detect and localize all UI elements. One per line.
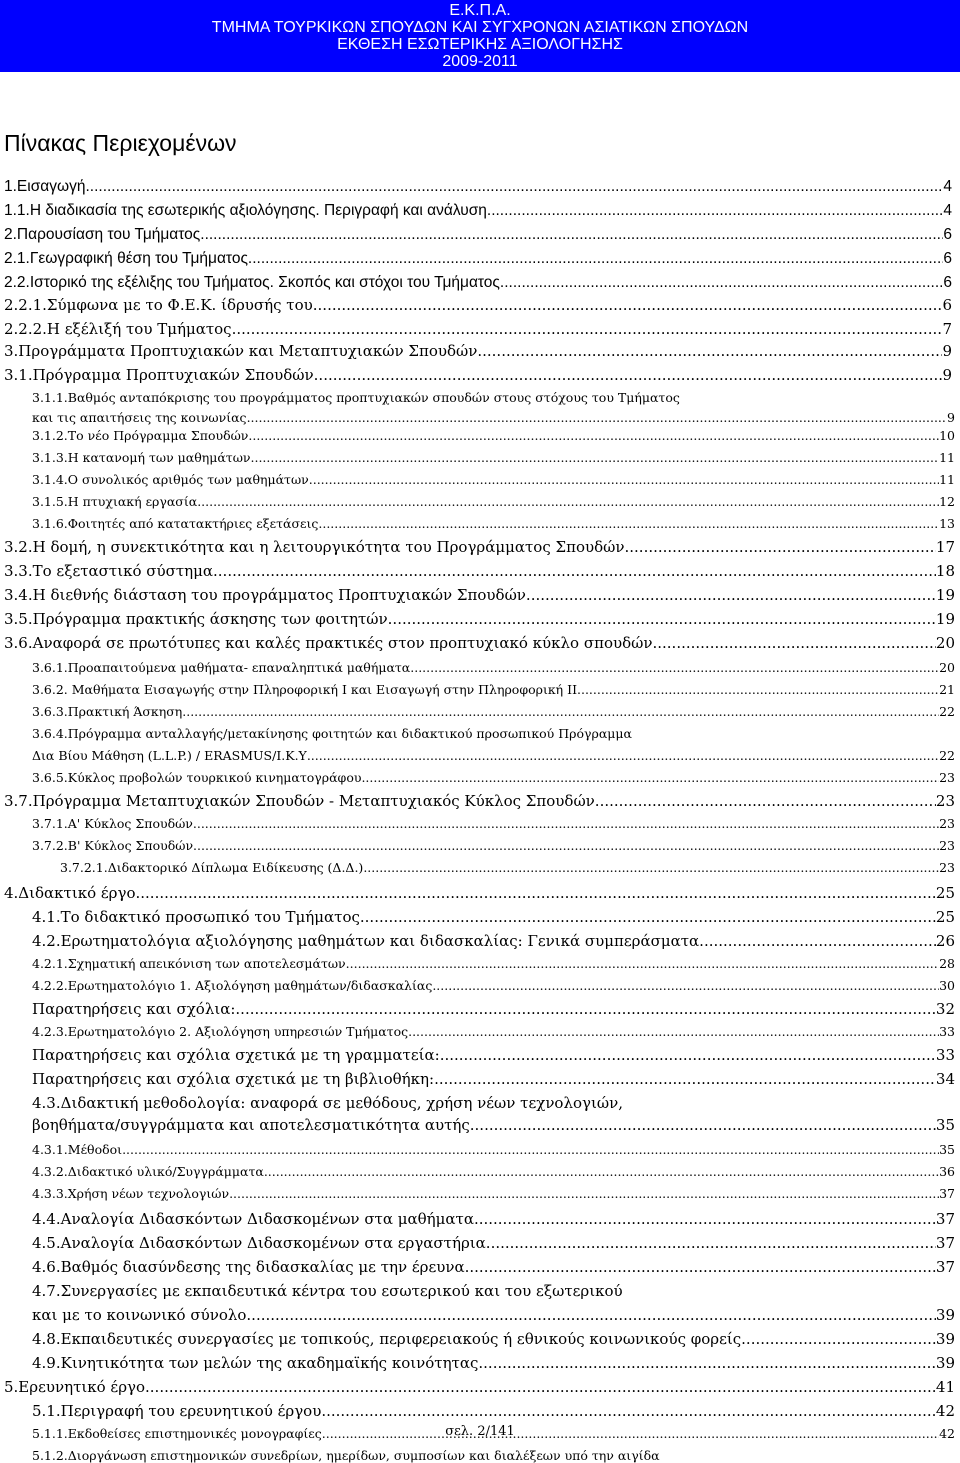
toc-entry[interactable] [32, 1000, 955, 1018]
toc-page-number: 33 [939, 1024, 955, 1039]
dot-leader [577, 682, 939, 697]
dot-leader [363, 860, 939, 875]
toc-page-number: 13 [939, 516, 955, 531]
dot-leader [229, 1186, 939, 1201]
toc-page-number: 9 [947, 410, 955, 425]
dot-leader [200, 226, 943, 244]
toc-page-number: 17 [935, 538, 955, 556]
dot-leader [625, 538, 936, 556]
toc-page-number: 37 [939, 1186, 955, 1201]
dot-leader [470, 1116, 936, 1134]
toc-entry[interactable] [32, 1306, 955, 1324]
dot-leader [307, 748, 939, 763]
toc-entry-text: 3.1.Πρόγραμμα Προπτυχιακών Σπουδών [4, 366, 314, 384]
dot-leader [486, 1234, 936, 1252]
dot-leader [251, 450, 940, 465]
toc-entry[interactable] [4, 884, 955, 902]
toc-entry[interactable] [32, 682, 955, 697]
toc-page-number: 11 [939, 450, 955, 465]
toc-entry[interactable] [32, 1186, 955, 1201]
toc-entry[interactable] [4, 538, 955, 556]
toc-entry-text[interactable]: 5.1.2.Διοργάνωση επιστημονικών συνεδρίων, ημερίδων, συμποσίων και διαλέξεων υπό την αιγίδα [32, 1448, 660, 1463]
toc-entry[interactable] [32, 1070, 955, 1088]
toc-entry[interactable] [4, 178, 952, 196]
toc-entry-text-continued: βοηθήματα/συγγράμματα και αποτελεσματικότητα αυτής [32, 1116, 470, 1134]
toc-entry[interactable] [32, 1258, 955, 1276]
toc-entry-text: 4.8.Εκπαιδευτικές συνεργασίες με τοπικούς, περιφερειακούς ή εθνικούς κοινωνικούς φορείς [32, 1330, 742, 1348]
toc-entry-text: 3.1.6.Φοιτητές από κατατακτήριες εξετάσεις [32, 516, 319, 531]
toc-page-number: 26 [935, 932, 955, 950]
toc-page-number: 35 [939, 1142, 955, 1157]
toc-page-number: 37 [935, 1234, 955, 1252]
dot-leader [526, 586, 936, 604]
toc-page-number: 39 [935, 1330, 955, 1348]
toc-page-number: 30 [939, 978, 955, 993]
dot-leader [247, 410, 947, 425]
dot-leader [360, 908, 936, 926]
toc-entry-text: 5.1.1.Εκδοθείσες επιστημονικές μονογραφίες [32, 1426, 322, 1441]
toc-entry-text: Παρατηρήσεις και σχόλια σχετικά με τη βιβλιοθήκη: [32, 1070, 435, 1088]
toc-page-number: 19 [935, 586, 955, 604]
dot-leader [699, 932, 936, 950]
toc-entry-text-continued: και με το κοινωνικό σύνολο [32, 1306, 247, 1324]
toc-entry[interactable] [32, 1116, 955, 1134]
toc-entry-text[interactable]: 3.6.4.Πρόγραμμα ανταλλαγής/μετακίνησης φοιτητών και διδακτικού προσωπικού Πρόγραμμα [32, 726, 632, 741]
dot-leader [309, 472, 939, 487]
toc-entry-text: 3.1.5.Η πτυχιακή εργασία [32, 494, 198, 509]
dot-leader [145, 1378, 936, 1396]
toc-entry-text: 4.Διδακτικό έργο [4, 884, 136, 902]
toc-page-number: 42 [939, 1426, 955, 1441]
toc-page-number: 9 [942, 342, 952, 360]
toc-page-number: 20 [935, 634, 955, 652]
dot-leader [595, 792, 936, 810]
toc-entry-text: 3.5.Πρόγραμμα πρακτικής άσκησης των φοιτητών [4, 610, 388, 628]
toc-page-number: 42 [935, 1402, 955, 1420]
dot-leader [652, 634, 935, 652]
toc-entry[interactable] [32, 1210, 955, 1228]
toc-page-number: 4 [943, 178, 952, 195]
toc-entry[interactable] [4, 610, 955, 628]
toc-entry-text: 3.6.5.Κύκλος προβολών τουρκικού κινηματογράφου [32, 770, 362, 785]
toc-page-number: 33 [935, 1046, 955, 1064]
toc-page-number: 37 [935, 1258, 955, 1276]
dot-leader [313, 296, 943, 314]
dot-leader [182, 704, 939, 719]
toc-entry-text: 2.2.1.Σύμφωνα με το Φ.Ε.Κ. ίδρυσής του [4, 296, 313, 314]
toc-entry[interactable] [32, 978, 955, 993]
toc-page-number: 37 [935, 1210, 955, 1228]
toc-entry[interactable] [32, 956, 955, 971]
dot-leader [248, 428, 939, 443]
toc-entry[interactable] [32, 770, 955, 785]
toc-entry-text: 4.3.2.Διδακτικό υλικό/Συγγράμματα [32, 1164, 264, 1179]
toc-page-number: 28 [939, 956, 955, 971]
toc-entry-text: 4.2.Ερωτηματολόγια αξιολόγησης μαθημάτων και διδασκαλίας: Γενικά συμπεράσματα [32, 932, 700, 950]
toc-entry-text: 3.2.Η δομή, η συνεκτικότητα και η λειτουργικότητα του Προγράμματος Σπουδών [4, 538, 625, 556]
toc-entry-text: 5.1.Περιγραφή του ερευνητικού έργου [32, 1402, 322, 1420]
dot-leader [193, 838, 939, 853]
toc-entry-text: Παρατηρήσεις και σχόλια σχετικά με τη γραμματεία: [32, 1046, 440, 1064]
toc-entry-text: 4.4.Αναλογία Διδασκόντων Διδασκομένων στα μαθήματα [32, 1210, 474, 1228]
toc-entry-text: 3.4.Η διεθνής διάσταση του προγράμματος Προπτυχιακών Σπουδών [4, 586, 526, 604]
toc-entry-text: 3.7.Πρόγραμμα Μεταπτυχιακών Σπουδών - Μεταπτυχιακός Κύκλος Σπουδών [4, 792, 595, 810]
toc-entry-text: 1.1.Η διαδικασία της εσωτερικής αξιολόγησης. Περιγραφή και ανάλυση [4, 202, 487, 219]
toc-entry[interactable] [32, 816, 955, 831]
toc-entry-text: 3.7.2.Β' Κύκλος Σπουδών [32, 838, 194, 853]
toc-entry-text: 3.3.Το εξεταστικό σύστημα [4, 562, 214, 580]
toc-entry[interactable] [4, 366, 952, 384]
toc-page-number: 22 [939, 748, 955, 763]
toc-page-number: 35 [935, 1116, 955, 1134]
toc-page-number: 6 [943, 250, 952, 267]
toc-entry[interactable] [32, 1142, 955, 1157]
toc-entry-text: 3.1.4.Ο συνολικός αριθμός των μαθημάτων [32, 472, 309, 487]
toc-entry[interactable] [4, 634, 955, 652]
toc-entry[interactable] [32, 1354, 955, 1372]
toc-entry-text[interactable]: 3.1.1.Βαθμός ανταπόκρισης του προγράμματος προπτυχιακών σπουδών στους στόχους του Τμήματος [32, 390, 680, 405]
toc-entry-text: 2.Παρουσίαση του Τμήματος [4, 226, 201, 243]
toc-entry[interactable] [4, 320, 952, 338]
toc-entry-text: 4.2.3.Ερωτηματολόγιο 2. Αξιολόγηση υπηρεσιών Τμήματος [32, 1024, 409, 1039]
dot-leader [741, 1330, 936, 1348]
toc-entry-text: 3.6.Αναφορά σε πρωτότυπες και καλές πρακτικές στον προπτυχιακό κύκλο σπουδών [4, 634, 653, 652]
toc-entry-text: 3.6.1.Προαπαιτούμενα μαθήματα- επαναληπτικά μαθήματα [32, 660, 411, 675]
dot-leader [321, 1402, 936, 1420]
toc-entry[interactable] [4, 342, 952, 360]
toc-entry-text: 4.1.Το διδακτικό προσωπικό του Τμήματος [32, 908, 360, 926]
toc-entry[interactable] [4, 226, 952, 244]
toc-entry[interactable] [32, 428, 955, 443]
toc-entry[interactable] [32, 494, 955, 509]
toc-page-number: 25 [935, 884, 955, 902]
toc-entry[interactable] [4, 250, 952, 268]
dot-leader [440, 1046, 936, 1064]
toc-entry[interactable] [32, 908, 955, 926]
toc-page-number: 19 [935, 610, 955, 628]
dot-leader [122, 1142, 939, 1157]
document-header [0, 0, 960, 72]
dot-leader [432, 978, 939, 993]
toc-entry[interactable] [4, 1378, 955, 1396]
dot-leader [478, 1354, 936, 1372]
toc-entry-text: Παρατηρήσεις και σχόλια: [32, 1000, 236, 1018]
toc-entry[interactable] [32, 660, 955, 675]
dot-leader [474, 1210, 936, 1228]
toc-entry-text: 5.Ερευνητικό έργο [4, 1378, 146, 1396]
toc-entry[interactable] [32, 748, 955, 763]
toc-entry[interactable] [32, 1402, 955, 1420]
toc-page-number: 32 [935, 1000, 955, 1018]
toc-entry[interactable] [32, 450, 955, 465]
toc-entry-text: 3.6.3.Πρακτική Άσκηση [32, 704, 183, 719]
dot-leader [193, 816, 939, 831]
toc-entry-text: 4.2.1.Σχηματική απεικόνιση των αποτελεσμάτων [32, 956, 346, 971]
toc-entry-text: 1.Εισαγωγή [4, 178, 86, 195]
dot-leader [248, 250, 943, 268]
dot-leader [388, 610, 936, 628]
page-title: Πίνακας Περιεχομένων [4, 130, 237, 156]
toc-page-number: 41 [935, 1378, 955, 1396]
toc-entry[interactable] [32, 516, 955, 531]
dot-leader [85, 178, 943, 196]
toc-entry-text: 3.1.3.Η κατανομή των μαθημάτων [32, 450, 251, 465]
toc-entry-text[interactable]: 4.7.Συνεργασίες με εκπαιδευτικά κέντρα του εσωτερικού και του εξωτερικού [32, 1282, 623, 1300]
dot-leader [465, 1258, 936, 1276]
dot-leader [410, 660, 939, 675]
toc-page-number: 4 [943, 202, 952, 219]
dot-leader [246, 1306, 936, 1324]
header-period: 2009-2011 [442, 53, 518, 70]
toc-page-number: 20 [939, 660, 955, 675]
dot-leader [235, 1000, 936, 1018]
toc-entry[interactable] [32, 1234, 955, 1252]
toc-page-number: 34 [935, 1070, 955, 1088]
toc-page-number: 36 [939, 1164, 955, 1179]
toc-page-number: 10 [939, 428, 955, 443]
toc-entry-text: 4.5.Αναλογία Διδασκόντων Διδασκομένων στα εργαστήρια [32, 1234, 486, 1252]
toc-entry-text: 3.7.2.1.Διδακτορικό Δίπλωμα Ειδίκευσης (Δ.Δ.) [60, 860, 364, 875]
toc-entry[interactable] [32, 838, 955, 853]
page-number-footer: σελ. 2/141 [445, 1424, 515, 1439]
toc-page-number: 23 [939, 770, 955, 785]
dot-leader [197, 494, 939, 509]
header-report-title: ΕΚΘΕΣΗ ΕΣΩΤΕΡΙΚΗΣ ΑΞΙΟΛΟΓΗΣΗΣ [337, 36, 623, 53]
toc-entry-text[interactable]: 4.3.Διδακτική μεθοδολογία: αναφορά σε μεθόδους, χρήση νέων τεχνολογιών, [32, 1094, 623, 1112]
toc-entry[interactable] [60, 860, 955, 875]
toc-page-number: 9 [942, 366, 952, 384]
toc-page-number: 6 [943, 226, 952, 243]
toc-page-number: 23 [939, 816, 955, 831]
dot-leader [500, 274, 943, 292]
toc-page-number: 39 [935, 1354, 955, 1372]
toc-entry-text: 3.7.1.Α' Κύκλος Σπουδών [32, 816, 193, 831]
toc-entry[interactable] [32, 1046, 955, 1064]
toc-entry[interactable] [4, 792, 955, 810]
toc-page-number: 25 [935, 908, 955, 926]
toc-entry-text: 2.2.2.Η εξέλιξή του Τμήματος [4, 320, 232, 338]
toc-page-number: 12 [939, 494, 955, 509]
dot-leader [408, 1024, 939, 1039]
toc-entry-text: 4.9.Κινητικότητα των μελών της ακαδημαϊκής κοινότητας [32, 1354, 479, 1372]
dot-leader [346, 956, 939, 971]
toc-entry[interactable] [4, 296, 952, 314]
dot-leader [232, 320, 943, 338]
toc-page-number: 6 [942, 296, 952, 314]
toc-entry-text: 3.1.2.Το νέο Πρόγραμμα Σπουδών [32, 428, 249, 443]
toc-entry-text: 4.2.2.Ερωτηματολόγιο 1. Αξιολόγηση μαθημάτων/διδασκαλίας [32, 978, 433, 993]
toc-entry-text-continued: Δια Βίου Μάθηση (L.L.P.) / ERASMUS/I.K.Y [32, 748, 307, 763]
dot-leader [487, 202, 943, 220]
toc-entry[interactable] [32, 704, 955, 719]
toc-entry[interactable] [32, 1024, 955, 1039]
header-department: ΤΜΗΜΑ ΤΟΥΡΚΙΚΩΝ ΣΠΟΥΔΩΝ ΚΑΙ ΣΥΓΧΡΟΝΩΝ ΑΣΙΑΤΙΚΩΝ ΣΠΟΥΔΩΝ [211, 19, 749, 36]
toc-entry[interactable] [4, 274, 952, 292]
toc-page-number: 21 [939, 682, 955, 697]
header-university: Ε.Κ.Π.Α. [449, 2, 511, 19]
dot-leader [136, 884, 936, 902]
dot-leader [477, 342, 942, 360]
toc-entry-text: 4.3.3.Χρήση νέων τεχνολογιών [32, 1186, 230, 1201]
toc-entry[interactable] [32, 1330, 955, 1348]
dot-leader [314, 366, 943, 384]
toc-entry-text: 3.6.2. Μαθήματα Εισαγωγής στην Πληροφορική Ι και Εισαγωγή στην Πληροφορική ΙΙ [32, 682, 578, 697]
toc-entry[interactable] [4, 202, 952, 220]
toc-entry[interactable] [4, 586, 955, 604]
toc-entry[interactable] [32, 1164, 955, 1179]
toc-entry-text: 4.3.1.Μέθοδοι [32, 1142, 123, 1157]
dot-leader [434, 1070, 936, 1088]
toc-page-number: 7 [942, 320, 952, 338]
dot-leader [264, 1164, 939, 1179]
toc-page-number: 23 [935, 792, 955, 810]
dot-leader [361, 770, 939, 785]
toc-page-number: 18 [935, 562, 955, 580]
toc-page-number: 23 [939, 860, 955, 875]
toc-page-number: 6 [943, 274, 952, 291]
toc-entry-text-continued: και τις απαιτήσεις της κοινωνίας [32, 410, 247, 425]
toc-entry-text: 4.6.Βαθμός διασύνδεσης της διδασκαλίας με την έρευνα [32, 1258, 465, 1276]
toc-entry[interactable] [32, 932, 955, 950]
toc-entry[interactable] [4, 562, 955, 580]
toc-entry-text: 2.2.Ιστορικό της εξέλιξης του Τμήματος. Σκοπός και στόχοι του Τμήματος [4, 274, 500, 291]
dot-leader [318, 516, 939, 531]
toc-page-number: 11 [939, 472, 955, 487]
toc-entry-text: 3.Προγράμματα Προπτυχιακών και Μεταπτυχιακών Σπουδών [4, 342, 478, 360]
toc-page-number: 23 [939, 838, 955, 853]
dot-leader [213, 562, 936, 580]
toc-entry-text: 2.1.Γεωγραφική θέση του Τμήματος [4, 250, 248, 267]
toc-page-number: 39 [935, 1306, 955, 1324]
toc-entry[interactable] [32, 472, 955, 487]
toc-page-number: 22 [939, 704, 955, 719]
toc-entry[interactable] [32, 410, 955, 425]
